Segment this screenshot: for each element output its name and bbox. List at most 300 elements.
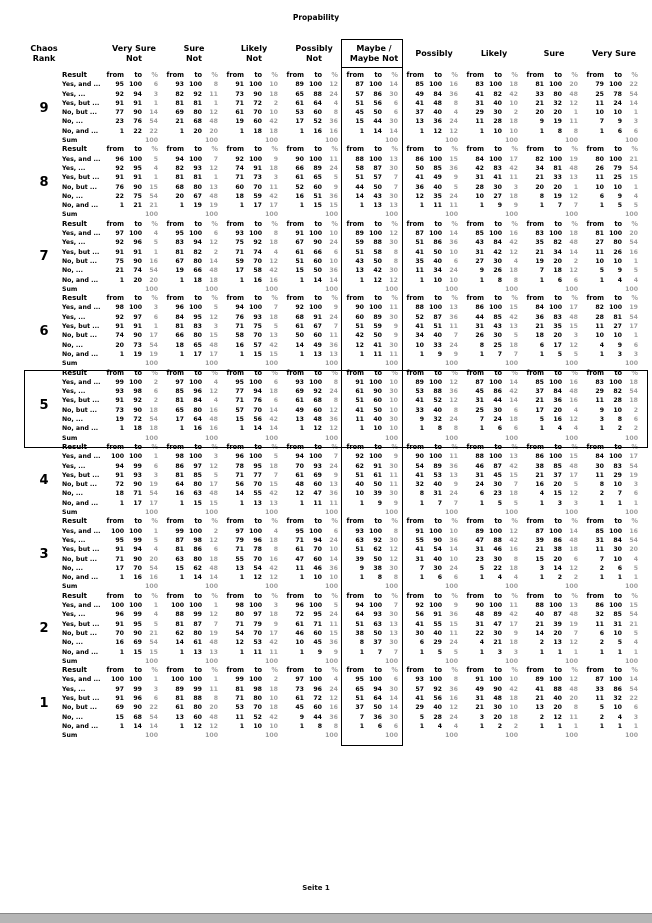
group-values-7 [524,648,584,657]
cell-pct: 5 [333,602,338,610]
group-subheader-3 [284,294,344,303]
cell-pct: 10 [329,546,338,554]
cell-to [604,582,622,591]
cell-from: 16 [295,192,304,200]
row-label: No, ... [62,267,83,275]
cell-to: to [494,219,502,228]
cell-pct: 100 [445,434,458,442]
cell-from: from [166,517,184,526]
group-values-8 [584,192,644,201]
cell-pct: 100 [325,211,338,219]
cell-to: to [254,442,262,451]
cell-to: 90 [133,704,142,712]
cell-pct: 8 [453,99,458,107]
cell-to [604,508,622,517]
cell-to: 100 [609,602,622,610]
cell-from: from [286,591,304,600]
cell-pct: 100 [385,434,398,442]
cell-pct: 6 [333,527,338,535]
cell-pct: 48 [569,313,578,321]
cell-to: 70 [133,564,142,572]
cell-pct: 9 [333,471,338,479]
cell-from: 95 [115,536,124,544]
cell-to: 36 [433,118,442,126]
group-values-5 [404,108,464,117]
cell-pct: % [391,219,398,228]
cell-pct: 48 [569,239,578,247]
cell-pct: 12 [449,397,458,405]
cell-to: to [134,666,142,675]
row-label: Yes, and ... [62,378,101,386]
cell-to: 80 [193,332,202,340]
group-header-7 [524,39,584,68]
group-values-6 [464,629,524,638]
cell-to: to [434,591,442,600]
group-sum-0 [104,657,164,666]
cell-to: 9 [437,350,442,358]
cell-pct: % [631,294,638,303]
cell-from [104,210,124,219]
cell-from: from [406,145,424,154]
cell-pct: 14 [269,425,278,433]
cell-from: 3 [599,416,604,424]
cell-to: 10 [613,704,622,712]
cell-from: 92 [415,602,424,610]
cell-from: 28 [595,313,604,321]
cell-to [304,657,322,666]
cell-to: 40 [433,109,442,117]
rank-number: 1 [39,695,49,711]
cell-to: 13 [373,202,382,210]
group-subheader-6 [464,145,524,154]
cell-pct: 16 [569,397,578,405]
cell-to: 27 [613,323,622,331]
cell-to: 87 [193,620,202,628]
cell-from: 34 [415,332,424,340]
cell-from: 13 [175,713,184,721]
cell-to: 81 [613,313,622,321]
cell-to: 100 [129,453,142,461]
cell-from: 91 [115,99,124,107]
cell-to: 97 [133,313,142,321]
cell-from: 11 [595,99,604,107]
group-values-2 [224,555,284,564]
cell-to: 10 [613,629,622,637]
cell-to: 78 [253,546,262,554]
cell-pct: 100 [625,657,638,665]
cell-to: 9 [617,192,622,200]
cell-pct: 3 [153,685,158,693]
cell-from [164,136,184,145]
cell-to: 40 [373,416,382,424]
cell-to: to [434,219,442,228]
cell-pct: 30 [389,490,398,498]
cell-from [164,285,184,294]
cell-pct: 6 [573,276,578,284]
group-header-line: Maybe Not [349,53,399,63]
cell-from: 97 [115,685,124,693]
cell-to: 50 [373,109,382,117]
cell-from: 15 [115,713,124,721]
cell-to: 20 [553,109,562,117]
cell-from [464,136,484,145]
cell-to: 92 [373,536,382,544]
cell-from: from [286,517,304,526]
cell-to: 31 [613,620,622,628]
cell-pct: 54 [629,611,638,619]
cell-from: 17 [115,564,124,572]
cell-from: 91 [235,81,244,89]
group-values-5 [404,192,464,201]
cell-from: 100 [171,602,184,610]
cell-from: 61 [295,248,304,256]
cell-pct: 36 [329,416,338,424]
cell-pct: 100 [505,211,518,219]
cell-pct: 100 [145,434,158,442]
cell-to: to [434,442,442,451]
group-values-0 [104,703,164,712]
cell-to: 52 [253,713,262,721]
cell-pct: 1 [153,323,158,331]
group-sum-1 [164,136,224,145]
cell-pct: % [571,517,578,526]
group-subheader-2 [224,71,284,80]
cell-pct: 12 [449,127,458,135]
group-subheader-1 [164,592,224,601]
group-values-1 [164,452,224,461]
cell-pct: 21 [629,620,638,628]
cell-pct: 36 [329,118,338,126]
group-values-0 [104,276,164,285]
group-values-2 [224,629,284,638]
cell-from: 95 [235,378,244,386]
sum-label: Sum [62,583,78,591]
cell-pct: 9 [453,174,458,182]
cell-to: 7 [557,202,562,210]
cell-pct: 18 [629,378,638,386]
cell-to: 75 [253,323,262,331]
cell-from: 18 [535,332,544,340]
cell-pct: 24 [449,564,458,572]
cell-pct: 30 [389,685,398,693]
row-label: Yes, but ... [62,397,100,405]
cell-pct: 13 [329,481,338,489]
group-values-5 [404,648,464,657]
cell-from: 45 [295,704,304,712]
cell-to: 43 [373,192,382,200]
cell-pct: 7 [393,183,398,191]
cell-from: 87 [355,81,364,89]
group-values-8 [584,648,644,657]
cell-pct: 11 [449,202,458,210]
cell-pct: 42 [509,239,518,247]
cell-from: 21 [535,174,544,182]
group-values-8 [584,117,644,126]
group-values-1 [164,629,224,638]
cell-to: 6 [497,425,502,433]
cell-pct: % [211,219,218,228]
cell-from: 16 [235,341,244,349]
cell-to: 90 [433,536,442,544]
group-values-0 [104,257,164,266]
cell-from: 100 [111,453,124,461]
group-sum-5 [404,508,464,517]
group-sum-0 [104,508,164,517]
cell-from: 1 [359,425,364,433]
cell-pct: 100 [145,137,158,145]
cell-from: 93 [415,676,424,684]
cell-to: 10 [613,183,622,191]
cell-from: 96 [175,304,184,312]
cell-from: 11 [595,620,604,628]
cell-pct: 100 [205,137,218,145]
cell-from: 54 [235,629,244,637]
cell-pct: 12 [329,695,338,703]
group-values-1 [164,108,224,117]
cell-pct: 2 [213,248,218,256]
cell-pct: 1 [633,722,638,730]
cell-from: 83 [535,230,544,238]
cell-to: 80 [193,481,202,489]
group-values-3 [284,573,344,582]
group-values-8 [584,629,644,638]
cell-to: 22 [493,564,502,572]
cell-to: 100 [609,81,622,89]
cell-to: 48 [433,99,442,107]
cell-to: 72 [133,416,142,424]
cell-pct: 100 [205,434,218,442]
cell-pct: 18 [269,685,278,693]
group-sum-6 [464,359,524,368]
cell-to: 73 [253,174,262,182]
row-label: No, and ... [62,202,99,210]
group-values-8 [584,201,644,210]
cell-to: 100 [549,230,562,238]
cell-pct: 18 [269,90,278,98]
cell-to [484,657,502,666]
cell-to: 47 [313,490,322,498]
cell-to: 15 [193,499,202,507]
cell-from: 2 [539,713,544,721]
group-values-3 [284,536,344,545]
cell-to: 100 [549,453,562,461]
cell-from: from [166,442,184,451]
cell-pct: 100 [205,509,218,517]
cell-pct: % [571,442,578,451]
group-values-1 [164,527,224,536]
cell-to [184,657,202,666]
cell-to: 37 [553,471,562,479]
cell-from: from [346,71,364,79]
cell-to: 12 [313,425,322,433]
cell-to: 15 [253,350,262,358]
cell-from: 63 [175,555,184,563]
cell-from: 12 [295,490,304,498]
cell-from: 1 [479,350,484,358]
cell-to: 36 [373,713,382,721]
cell-pct: % [571,294,578,303]
cell-from [224,136,244,145]
group-values-2 [224,564,284,573]
cell-pct: 100 [445,137,458,145]
cell-from: from [286,71,304,79]
cell-pct: 19 [149,481,158,489]
group-values-1 [164,350,224,359]
group-header-6 [464,39,524,68]
cell-pct: 18 [509,118,518,126]
group-subheader-8 [584,294,644,303]
cell-from: 21 [115,267,124,275]
result-header-label: Result [62,368,88,377]
cell-from: 64 [355,611,364,619]
cell-pct: % [151,145,158,154]
cell-to: 100 [549,527,562,535]
cell-from: 73 [115,406,124,414]
group-values-0 [104,164,164,173]
group-values-5 [404,555,464,564]
cell-from: 19 [235,118,244,126]
window-edge-bar [0,913,652,923]
chaos-rank-header [26,39,62,68]
group-sum-2 [224,210,284,219]
cell-from: 99 [175,527,184,535]
cell-to: 19 [133,350,142,358]
cell-to: 100 [249,378,262,386]
row-label: Yes, ... [62,462,86,470]
cell-from: 1 [299,425,304,433]
cell-pct: 11 [569,118,578,126]
group-sum-1 [164,210,224,219]
cell-from: 29 [415,704,424,712]
cell-pct: 18 [569,230,578,238]
cell-from: from [406,71,424,79]
cell-pct: % [571,219,578,228]
cell-from: 26 [475,332,484,340]
group-subheader-0 [104,294,164,303]
cell-pct: 100 [145,657,158,665]
cell-from: 34 [535,164,544,172]
cell-to: 90 [133,257,142,265]
cell-from: 47 [295,555,304,563]
cell-pct: % [391,591,398,600]
cell-pct: % [331,368,338,377]
cell-from: 51 [355,397,364,405]
cell-pct: 16 [269,276,278,284]
cell-pct: 17 [209,350,218,358]
cell-to: 74 [133,267,142,275]
cell-to: 40 [433,332,442,340]
cell-from: 67 [175,257,184,265]
group-values-0 [104,685,164,694]
cell-from: 1 [419,202,424,210]
cell-pct: % [631,368,638,377]
cell-to: 28 [613,397,622,405]
cell-to [484,731,502,740]
group-values-8 [584,164,644,173]
cell-to: 16 [313,127,322,135]
row-label: No, and ... [62,127,99,135]
cell-from: 82 [535,155,544,163]
group-header-line: Possibly [415,48,453,58]
cell-pct: 18 [269,462,278,470]
cell-to: 32 [613,695,622,703]
cell-from [464,582,484,591]
cell-from: 9 [539,118,544,126]
cell-from: 21 [535,695,544,703]
cell-to: to [254,368,262,377]
group-values-7 [524,183,584,192]
group-values-3 [284,722,344,731]
cell-to: 82 [553,239,562,247]
cell-to: 37 [373,639,382,647]
group-subheader-2 [224,666,284,675]
cell-to: 35 [553,323,562,331]
group-values-3 [284,108,344,117]
group-sum-3 [284,136,344,145]
rank-number: 6 [39,323,49,339]
cell-from [524,136,544,145]
cell-from: 1 [119,350,124,358]
cell-from: 58 [355,164,364,172]
group-sum-7 [524,210,584,219]
cell-to: 8 [617,416,622,424]
group-values-2 [224,127,284,136]
cell-pct: 19 [209,202,218,210]
cell-from: 24 [475,481,484,489]
cell-to: 2 [557,574,562,582]
cell-pct: 7 [513,350,518,358]
cell-pct: 13 [329,350,338,358]
cell-to: 88 [373,239,382,247]
cell-from: 96 [115,611,124,619]
group-values-2 [224,536,284,545]
cell-to: to [194,591,202,600]
cell-from: 78 [235,462,244,470]
cell-to: 75 [133,192,142,200]
cell-pct: 100 [445,360,458,368]
cell-from: 87 [595,676,604,684]
cell-pct: 54 [629,388,638,396]
group-values-1 [164,192,224,201]
group-values-7 [524,229,584,238]
cell-to [244,731,262,740]
cell-pct: 54 [149,192,158,200]
cell-from: 22 [475,629,484,637]
cell-to: 13 [253,499,262,507]
group-header-line: Not [245,53,262,63]
cell-to: 87 [373,164,382,172]
cell-to: 52 [433,397,442,405]
cell-from: 82 [175,164,184,172]
cell-to: 60 [313,183,322,191]
group-subheader-6 [464,592,524,601]
cell-from: 71 [235,323,244,331]
cell-from: 13 [295,416,304,424]
cell-pct: 24 [449,267,458,275]
cell-from: from [106,145,124,154]
cell-pct: 13 [389,155,398,163]
cell-pct: 17 [149,332,158,340]
cell-to: 30 [433,564,442,572]
result-header-label: Result [62,219,88,228]
cell-pct: 11 [329,155,338,163]
group-subheader-2 [224,294,284,303]
rank-block-8 [26,145,644,219]
group-values-8 [584,555,644,564]
cell-to: 92 [253,239,262,247]
cell-from [584,136,604,145]
cell-to: 48 [313,416,322,424]
